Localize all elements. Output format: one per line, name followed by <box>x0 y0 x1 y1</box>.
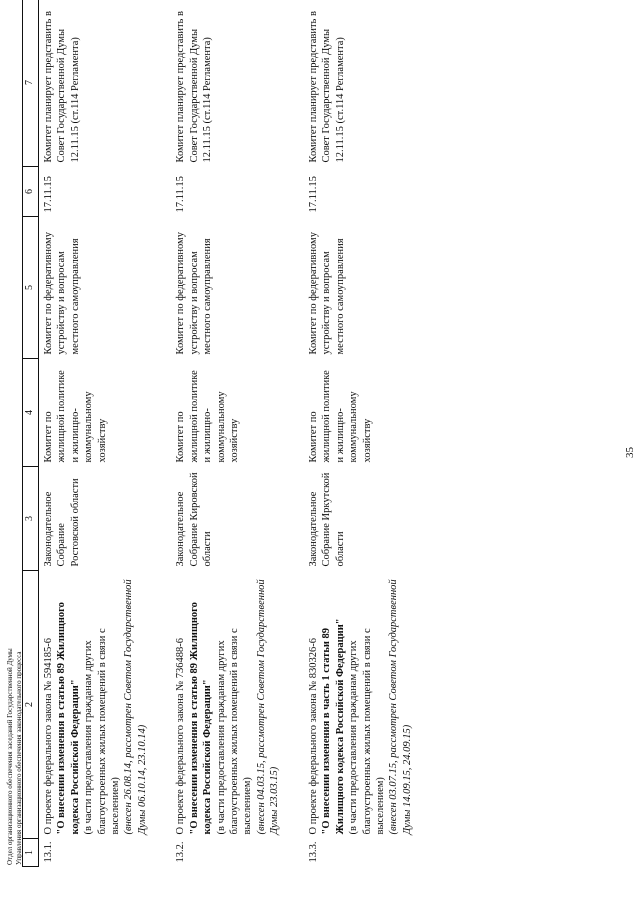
bill-intro: О проекте федерального закона № 830326-6 <box>307 637 319 835</box>
header-col-3: 3 <box>23 467 39 571</box>
co-executor-committee: Комитет по федеративному устройству и вопросам местного самоуправления <box>307 232 346 355</box>
bill-status: (внесен 26.08.14, рассмотрен Советом Государственной Думы 06.10.14, 23.10.14) <box>123 579 148 835</box>
table-row <box>171 0 304 867</box>
table-header-row <box>23 0 39 867</box>
row-number: 13.3. <box>307 841 319 863</box>
bill-description <box>171 571 304 839</box>
initiator: Законодательное Собрание Ростовской области <box>42 478 81 567</box>
header-col-2: 2 <box>23 571 39 839</box>
responsible-committee: Комитет по жилищной политике и жилищно-коммунальному хозяйству <box>42 370 108 463</box>
bill-description <box>304 571 437 839</box>
note: Комитет планирует представить в Совет Государственной Думы 12.11.15 (ст.114 Регламента) <box>307 11 346 163</box>
review-date: 17.11.15 <box>307 176 319 213</box>
header-col-6: 6 <box>23 167 39 217</box>
bill-description <box>38 571 171 839</box>
initiator: Законодательное Собрание Иркутской области <box>307 472 346 567</box>
bill-status: (внесен 03.07.15, рассмотрен Советом Государственной Думы 14.09.15, 24.09.15) <box>388 579 413 835</box>
bill-title: "О внесении изменения в статью 89 Жилищного кодекса Российской Федерации" <box>188 602 214 835</box>
header-col-5: 5 <box>23 217 39 359</box>
bill-scope: (в части предоставления гражданам других благоустроенных жилых помещений в связи с выселением) <box>83 628 121 835</box>
bill-scope: (в части предоставления гражданам других благоустроенных жилых помещений в связи с выселением) <box>215 628 254 835</box>
header-col-7: 7 <box>23 0 39 167</box>
responsible-committee: Комитет по жилищной политике и жилищно-коммунальному хозяйству <box>175 370 241 463</box>
footer-line-2: Управления организационного обеспечения законодательного процесса <box>14 651 23 865</box>
table-row <box>304 0 437 867</box>
table-row <box>38 0 171 867</box>
bills-table <box>22 0 436 867</box>
row-number: 13.1. <box>42 841 54 863</box>
bill-status: (внесен 04.03.15, рассмотрен Советом Государственной Думы 23.03.15) <box>255 579 281 835</box>
bill-intro: О проекте федерального закона № 736488-6 <box>175 637 187 835</box>
header-col-1: 1 <box>23 839 39 867</box>
bill-intro: О проекте федерального закона № 594185-6 <box>42 637 54 835</box>
bill-title: "О внесении изменения в статью 89 Жилищного кодекса Российской Федерации" <box>56 602 81 835</box>
footer <box>6 648 24 865</box>
co-executor-committee: Комитет по федеративному устройству и вопросам местного самоуправления <box>175 232 214 355</box>
co-executor-committee: Комитет по федеративному устройству и вопросам местного самоуправления <box>42 232 81 355</box>
page-number: 35 <box>624 447 636 458</box>
header-col-4: 4 <box>23 359 39 467</box>
bill-title: "О внесении изменения в часть 1 статьи 89 Жилищного кодекса Российской Федерации" <box>321 618 346 835</box>
initiator: Законодательное Собрание Кировской области <box>175 472 214 567</box>
review-date: 17.11.15 <box>42 176 54 213</box>
note: Комитет планирует представить в Совет Государственной Думы 12.11.15 (ст.114 Регламента) <box>42 11 81 163</box>
review-date: 17.11.15 <box>175 176 187 213</box>
note: Комитет планирует представить в Совет Государственной Думы 12.11.15 (ст.114 Регламента) <box>175 11 214 163</box>
responsible-committee: Комитет по жилищной политике и жилищно-коммунальному хозяйству <box>307 370 373 463</box>
row-number: 13.2. <box>175 841 187 863</box>
bill-scope: (в части предоставления гражданам других благоустроенных жилых помещений в связи с выселением) <box>348 628 386 835</box>
footer-line-1: Отдел организационного обеспечения заседаний Государственной Думы <box>6 648 14 865</box>
